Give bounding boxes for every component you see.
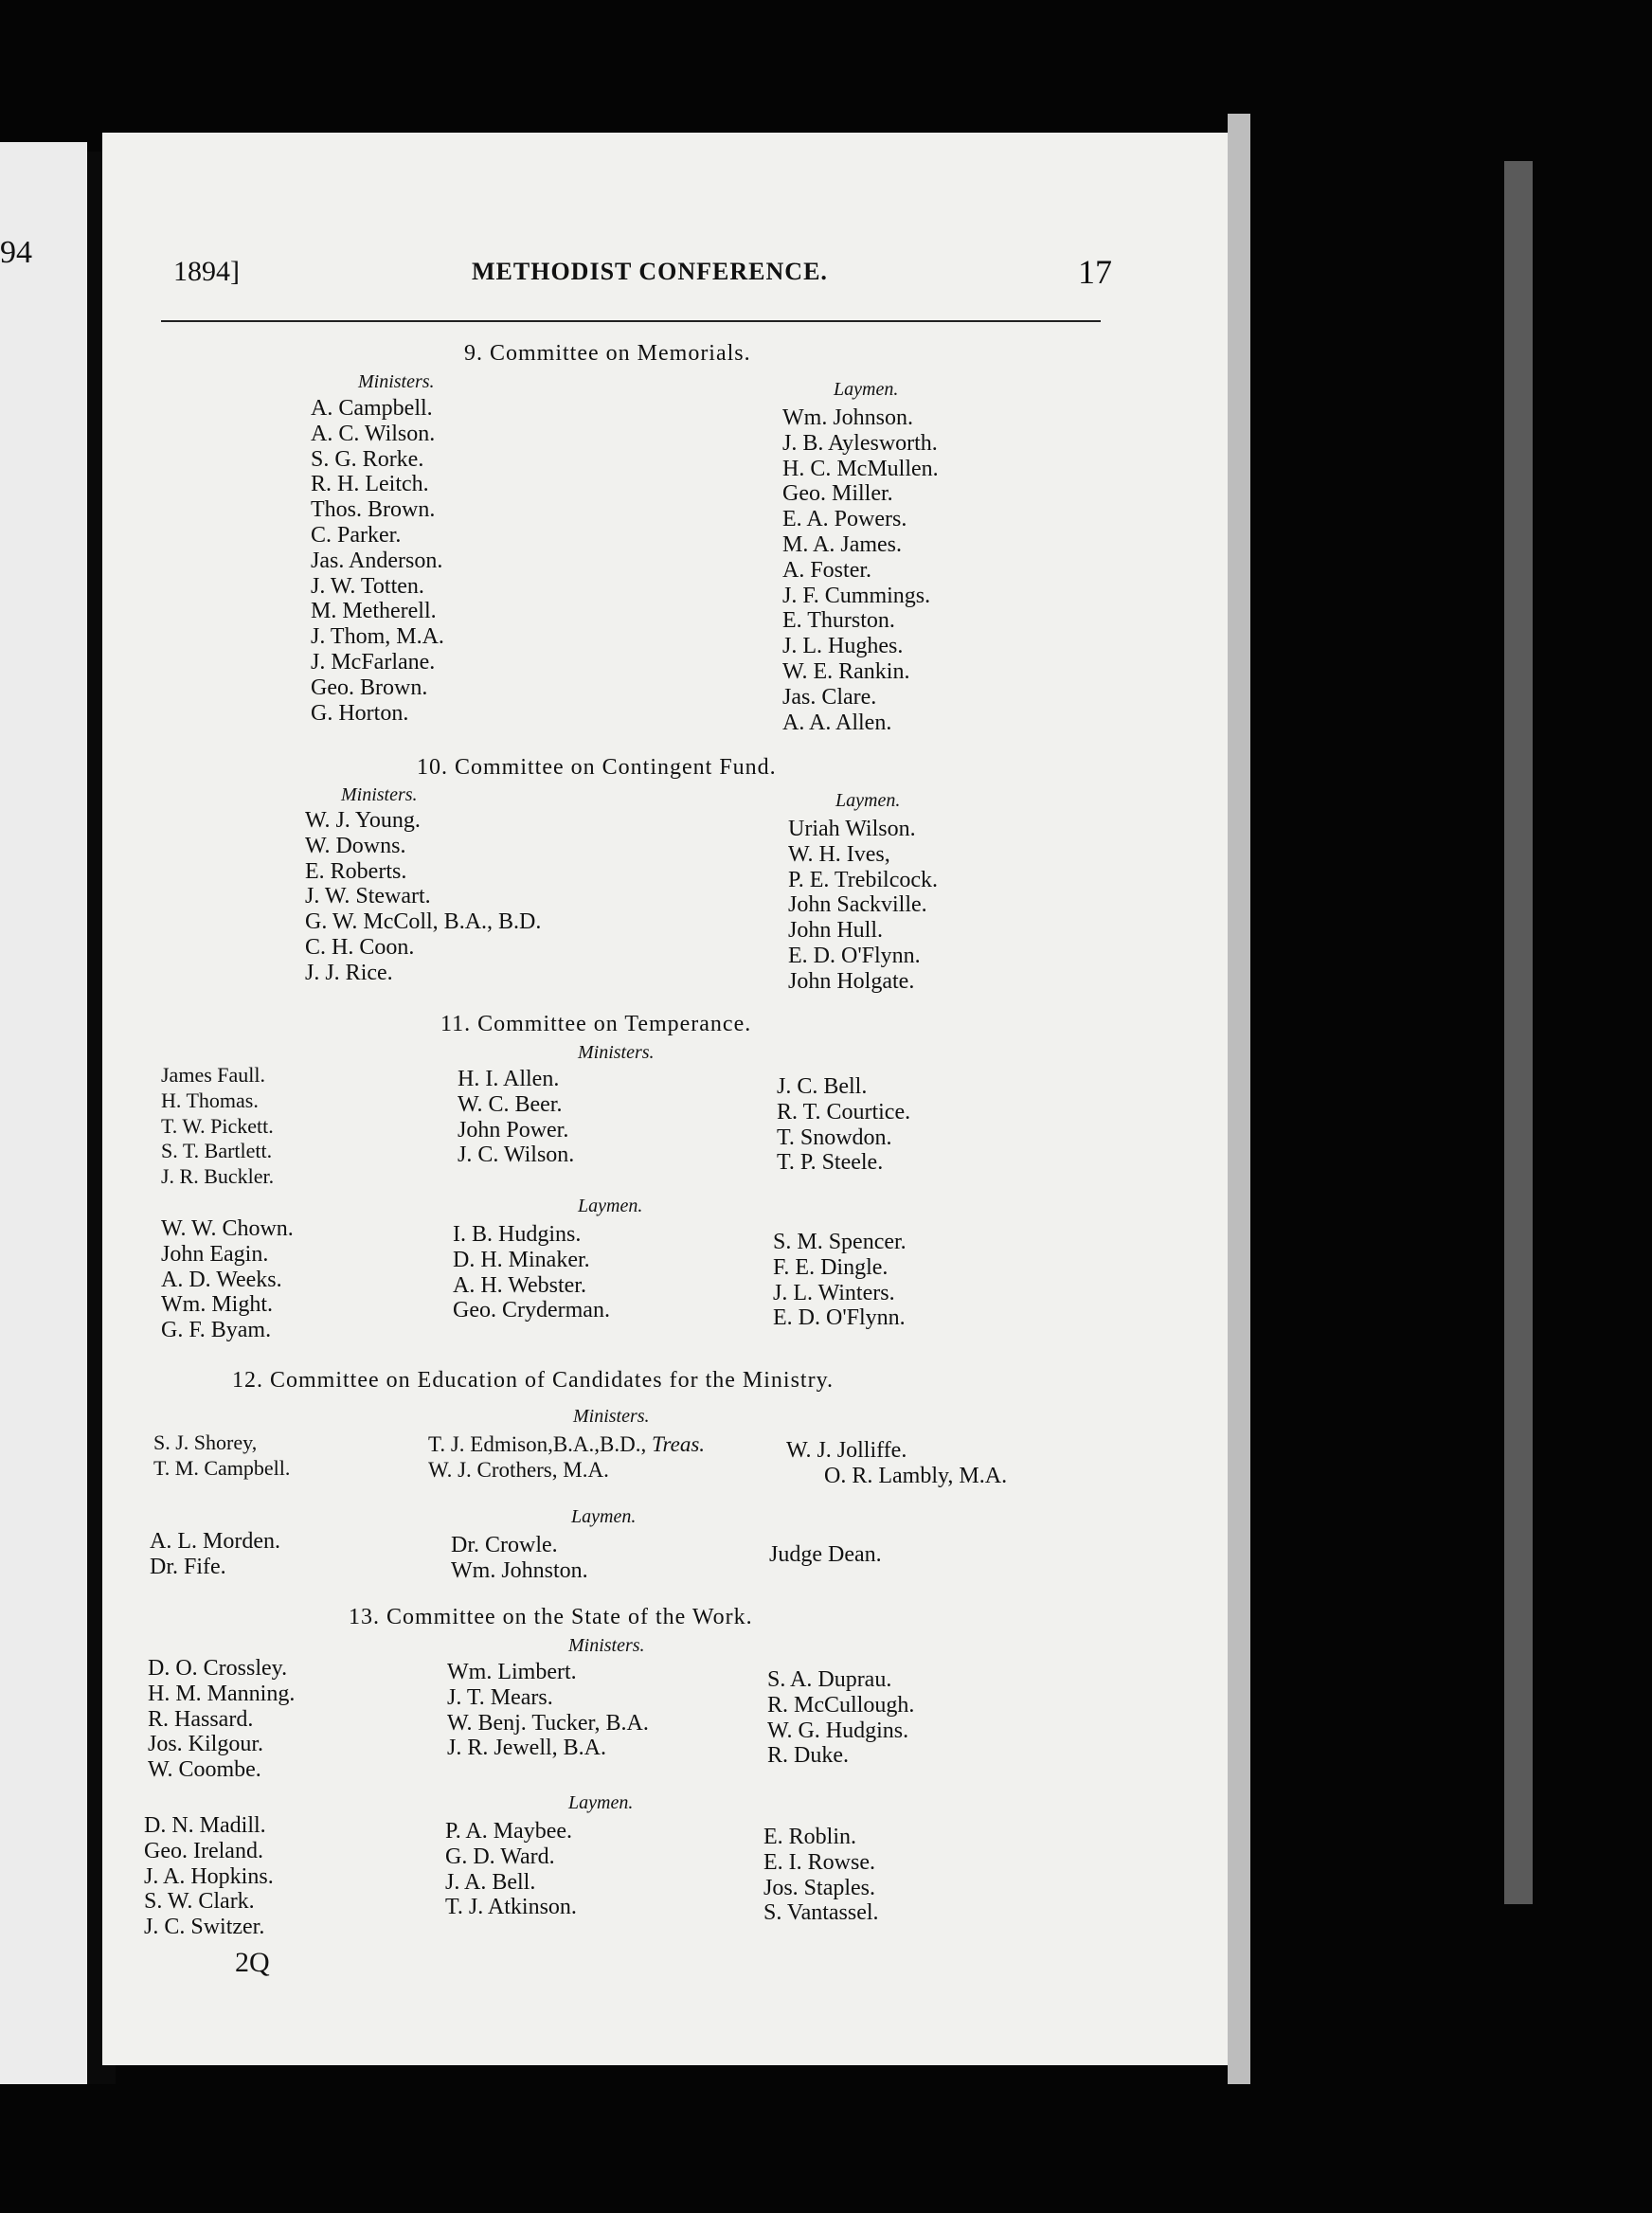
list-item: A. Campbell. (311, 396, 433, 421)
laymen-label: Laymen. (835, 790, 901, 811)
list-item: Geo. Miller. (782, 481, 893, 507)
laymen-column (773, 1230, 907, 1331)
list-item: W. Benj. Tucker, B.A. (447, 1710, 649, 1736)
list-item: G. F. Byam. (161, 1318, 272, 1343)
list-item: J. T. Mears. (447, 1684, 553, 1710)
list-item: John Sackville. (788, 892, 927, 918)
ministers-column (161, 1063, 274, 1190)
laymen-column (769, 1542, 882, 1568)
treasurer-note: Treas. (651, 1432, 706, 1456)
list-item: Wm. Might. (161, 1292, 273, 1318)
list-item: S. Vantassel. (763, 1900, 879, 1926)
list-item: J. C. Switzer. (144, 1915, 265, 1940)
ministers-list (305, 808, 541, 986)
list-item: S. J. Shorey, (153, 1430, 258, 1454)
section-title: 13. Committee on the State of the Work. (349, 1605, 753, 1629)
ministers-label: Ministers. (341, 784, 418, 805)
laymen-column (451, 1533, 588, 1584)
list-item: Geo. Ireland. (144, 1838, 263, 1863)
ministers-column (786, 1438, 1007, 1489)
ministers-column (458, 1067, 574, 1168)
list-item: J. W. Totten. (311, 573, 424, 599)
list-item: E. I. Rowse. (763, 1849, 875, 1875)
list-item: J. C. Wilson. (458, 1142, 575, 1168)
list-item: E. A. Powers. (782, 507, 907, 532)
list-item: D. N. Madill. (144, 1813, 266, 1838)
list-item: M. A. James. (782, 531, 902, 557)
list-item: T. P. Steele. (777, 1150, 884, 1176)
list-item: J. B. Aylesworth. (782, 430, 938, 456)
list-item: T. J. Atkinson. (445, 1895, 577, 1920)
ministers-column (767, 1667, 914, 1769)
list-item: J. A. Hopkins. (144, 1863, 274, 1889)
list-item: W. C. Beer. (458, 1091, 563, 1117)
header-title: METHODIST CONFERENCE. (472, 258, 828, 285)
list-item: R. Hassard. (148, 1706, 254, 1732)
list-item: Jas. Anderson. (311, 548, 443, 573)
list-item: W. Coombe. (148, 1757, 261, 1783)
section-title: 10. Committee on Contingent Fund. (417, 755, 777, 780)
list-item: P. E. Trebilcock. (788, 867, 939, 892)
laymen-column (150, 1529, 280, 1580)
list-item: H. C. McMullen. (782, 456, 939, 481)
laymen-column (445, 1819, 577, 1920)
list-item: Jos. Staples. (763, 1875, 876, 1900)
list-item: Geo. Brown. (311, 675, 428, 700)
laymen-label: Laymen. (568, 1792, 634, 1813)
list-item: R. Duke. (767, 1743, 849, 1769)
list-item: Wm. Johnson. (782, 405, 913, 430)
list-item: I. B. Hudgins. (453, 1222, 582, 1247)
list-item: T. W. Pickett. (161, 1113, 274, 1138)
ministers-column (447, 1660, 649, 1761)
list-item: Jos. Kilgour. (148, 1732, 264, 1757)
list-item: James Faull. (161, 1063, 265, 1087)
list-item: S. G. Rorke. (311, 446, 424, 472)
ministers-column (777, 1074, 910, 1176)
list-item: E. D. O'Flynn. (788, 943, 921, 968)
list-item: A. H. Webster. (453, 1272, 586, 1298)
list-item: Jas. Clare. (782, 684, 877, 710)
laymen-list (788, 817, 938, 995)
laymen-column (144, 1813, 274, 1940)
running-header (173, 253, 1121, 303)
list-item: Dr. Fife. (150, 1554, 226, 1579)
list-item: E. Roberts. (305, 858, 407, 884)
list-item: J. L. Hughes. (782, 634, 904, 659)
laymen-list (782, 405, 939, 735)
ministers-list (311, 396, 444, 726)
list-item: W. W. Chown. (161, 1216, 294, 1241)
list-item: John Hull. (788, 918, 884, 944)
list-item: J. W. Stewart. (305, 884, 431, 909)
list-item: D. O. Crossley. (148, 1656, 288, 1681)
list-item: W. Downs. (305, 833, 406, 858)
list-item: John Eagin. (161, 1241, 269, 1267)
list-item: W. J. Young. (305, 808, 421, 833)
list-item: E. Thurston. (782, 608, 895, 634)
ministers-column (428, 1432, 705, 1484)
list-item: W. J. Jolliffe. (786, 1438, 907, 1463)
list-item: J. C. Bell. (777, 1074, 868, 1099)
list-item: J. J. Rice. (305, 960, 393, 985)
list-item: E. D. O'Flynn. (773, 1305, 906, 1331)
previous-page-number: 94 (0, 235, 32, 270)
ministers-label: Ministers. (578, 1042, 655, 1063)
list-item: A. A. Allen. (782, 710, 892, 735)
list-item: J. R. Jewell, B.A. (447, 1736, 606, 1761)
laymen-label: Laymen. (834, 379, 899, 400)
page-edge (1228, 114, 1250, 2084)
list-item: Judge Dean. (769, 1542, 882, 1567)
list-item: John Power. (458, 1117, 569, 1142)
section-title: 11. Committee on Temperance. (440, 1012, 752, 1036)
ministers-label: Ministers. (568, 1635, 645, 1656)
previous-page (0, 142, 87, 2084)
ministers-column (153, 1430, 290, 1482)
list-item: C. H. Coon. (305, 934, 415, 960)
list-item: G. W. McColl, B.A., B.D. (305, 909, 542, 935)
header-year: 1894] (173, 256, 240, 287)
list-item: Wm. Johnston. (451, 1557, 588, 1583)
list-item: G. Horton. (311, 700, 409, 726)
signature-mark: 2Q (235, 1947, 270, 1978)
list-item: T. Snowdon. (777, 1124, 892, 1150)
laymen-column (763, 1825, 879, 1926)
header-rule (161, 320, 1101, 322)
list-item: R. T. Courtice. (777, 1099, 911, 1124)
list-item: H. M. Manning. (148, 1681, 296, 1706)
list-item: M. Metherell. (311, 599, 437, 624)
list-item: H. Thomas. (161, 1088, 259, 1112)
list-item: T. J. Edmison,B.A.,B.D., (428, 1432, 647, 1456)
list-item: C. Parker. (311, 522, 402, 548)
list-item: W. J. Crothers, M.A. (428, 1457, 609, 1482)
list-item: G. D. Ward. (445, 1844, 555, 1869)
laymen-column (161, 1216, 294, 1343)
page-number: 17 (1078, 253, 1112, 291)
laymen-label: Laymen. (571, 1506, 637, 1527)
list-item: Thos. Brown. (311, 497, 436, 523)
list-item: F. E. Dingle. (773, 1254, 889, 1280)
list-item: H. I. Allen. (458, 1067, 560, 1091)
laymen-column (453, 1222, 610, 1323)
list-item: A. C. Wilson. (311, 421, 436, 446)
list-item: E. Roblin. (763, 1825, 857, 1849)
list-item: O. R. Lambly, M.A. (824, 1463, 1008, 1488)
list-item: J. A. Bell. (445, 1869, 536, 1895)
list-item: A. L. Morden. (150, 1529, 280, 1554)
list-item: A. D. Weeks. (161, 1267, 282, 1292)
list-item: J. McFarlane. (311, 649, 436, 675)
list-item: J. L. Winters. (773, 1280, 895, 1305)
page-block-edge (1504, 161, 1533, 1904)
ministers-label: Ministers. (573, 1406, 650, 1427)
section-title: 12. Committee on Education of Candidates for the Ministry. (232, 1368, 835, 1393)
laymen-label: Laymen. (578, 1196, 643, 1216)
list-item: John Holgate. (788, 968, 915, 994)
list-item: W. G. Hudgins. (767, 1718, 909, 1743)
ministers-label: Ministers. (358, 371, 435, 392)
list-item: R. McCullough. (767, 1692, 915, 1718)
list-item: S. A. Duprau. (767, 1667, 892, 1692)
ministers-column (148, 1656, 295, 1783)
list-item: J. R. Buckler. (161, 1164, 275, 1189)
list-item: P. A. Maybee. (445, 1819, 572, 1844)
list-item: A. Foster. (782, 557, 872, 583)
list-item: R. H. Leitch. (311, 472, 429, 497)
list-item: T. M. Campbell. (153, 1455, 291, 1480)
list-item: S. W. Clark. (144, 1889, 255, 1915)
list-item: S. M. Spencer. (773, 1230, 907, 1254)
list-item: J. Thom, M.A. (311, 624, 444, 650)
list-item: W. H. Ives, (788, 841, 890, 867)
list-item: W. E. Rankin. (782, 658, 910, 684)
list-item: Dr. Crowle. (451, 1533, 558, 1557)
list-item: Geo. Cryderman. (453, 1298, 610, 1323)
section-title: 9. Committee on Memorials. (464, 341, 751, 366)
list-item: J. F. Cummings. (782, 583, 931, 608)
list-item: Uriah Wilson. (788, 817, 916, 841)
list-item: Wm. Limbert. (447, 1660, 577, 1684)
list-item: S. T. Bartlett. (161, 1139, 273, 1163)
list-item: D. H. Minaker. (453, 1247, 590, 1272)
